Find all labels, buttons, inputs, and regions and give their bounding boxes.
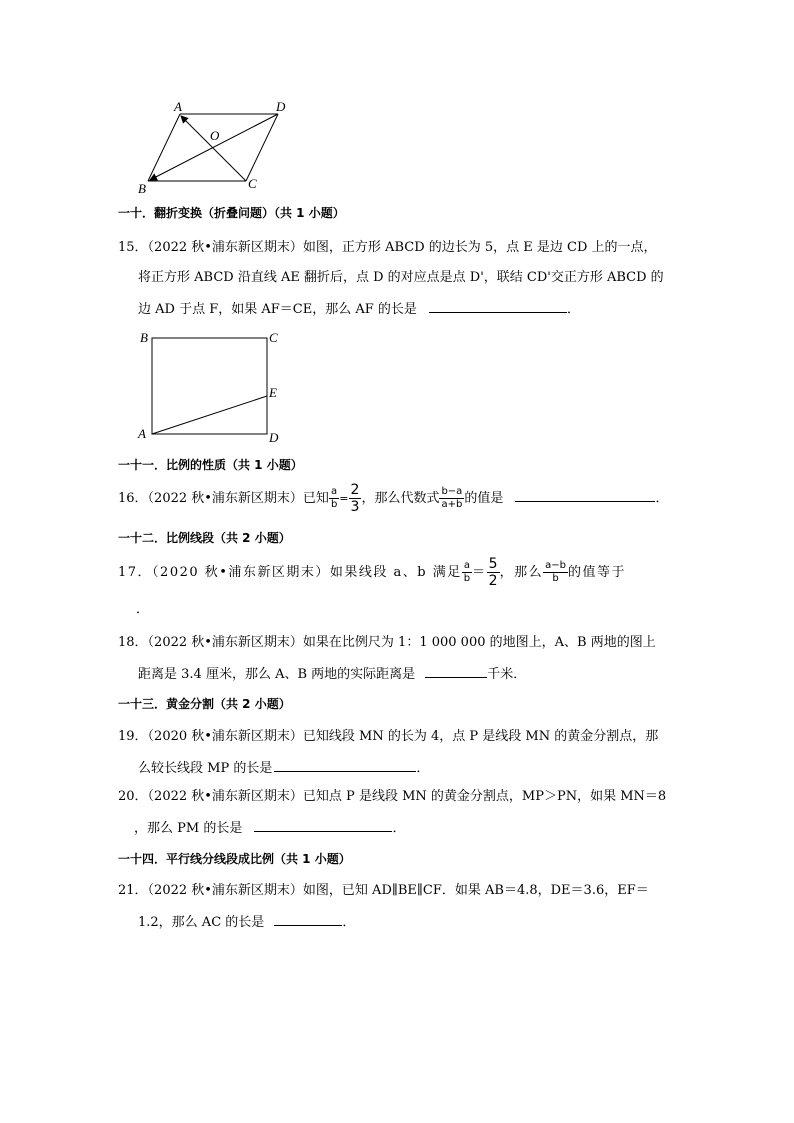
fraction-numerator: a <box>463 560 471 571</box>
question-20-text: ，那么 PM 的长是 <box>134 821 243 836</box>
parallelogram-figure <box>130 96 300 196</box>
question-18-text: 距离是 3.4 厘米，那么 A、B 两地的实际距离是 <box>138 667 416 682</box>
answer-blank-15[interactable] <box>429 298 567 313</box>
label-c: C <box>269 330 278 345</box>
question-17-line-2: ． <box>136 602 150 617</box>
side-dc <box>246 114 278 181</box>
section-heading-11: 一十一．比例的性质（共 1 小题） <box>118 458 303 472</box>
question-21-line-1: 21．（2022 秋•浦东新区期末）如图，已知 AD∥BE∥CF．如果 AB＝4.8，DE＝3.6，EF＝ <box>118 883 649 898</box>
fraction-denominator: 2 <box>488 573 498 589</box>
answer-blank-18[interactable] <box>425 663 487 678</box>
question-19-end: ． <box>416 761 430 776</box>
fraction-denominator: 3 <box>350 499 360 515</box>
label-b: B <box>138 181 146 196</box>
question-17-suffix: 的值等于 <box>567 565 626 580</box>
label-b: B <box>140 330 148 345</box>
fraction-numerator: b−a <box>441 486 463 497</box>
label-a: A <box>174 99 182 114</box>
question-15-end: ． <box>567 302 581 317</box>
answer-blank-20[interactable] <box>254 817 392 832</box>
answer-blank-21[interactable] <box>274 911 342 926</box>
question-19-text: 么较长线段 MP 的长是 <box>138 761 273 776</box>
fraction-5-over-2 <box>487 557 500 588</box>
fraction-denominator: b <box>463 573 471 584</box>
question-18-line-1: 18．（2022 秋•浦东新区期末）如果在比例尺为 1：1 000 000 的地图上，A、B 两地的图上 <box>118 635 656 650</box>
fraction-numerator: a <box>331 486 338 497</box>
question-21-line-2 <box>138 911 355 933</box>
label-d: D <box>269 430 279 445</box>
question-21-text: 1.2，那么 AC 的长是 <box>138 915 265 930</box>
fraction-denominator: b <box>552 573 559 584</box>
question-19-line-2 <box>138 757 429 779</box>
section-heading-10: 一十．翻折变换（折叠问题）（共 1 小题） <box>118 206 345 220</box>
question-18-line-2 <box>138 663 526 685</box>
question-15-line-2: 将正方形 ABCD 沿直线 AE 翻折后，点 D 的对应点是点 D'，联结 CD'交正方形 ABCD 的 <box>138 270 664 285</box>
fraction-a-over-b <box>329 487 339 510</box>
diagonal-ca-arrow <box>181 116 246 181</box>
question-17-text: 17．（2020 秋•浦东新区期末）如果线段 a、b 满足 <box>118 565 462 580</box>
equals-sign: = <box>339 492 349 505</box>
fraction-numerator: 2 <box>350 482 360 498</box>
label-o: O <box>210 128 220 143</box>
question-15-text: 边 AD 于点 F，如果 AF＝CE，那么 AF 的长是 <box>138 302 417 317</box>
section-heading-13: 一十三．黄金分割（共 2 小题） <box>118 697 291 711</box>
label-c: C <box>248 176 257 191</box>
question-20-line-1: 20．（2022 秋•浦东新区期末）已知点 P 是线段 MN 的黄金分割点，MP＞PN，如果 MN＝8 <box>118 789 667 804</box>
label-a: A <box>138 426 146 441</box>
question-17-mid: ，那么 <box>499 565 544 580</box>
question-16-suffix: 的值是 <box>464 491 504 506</box>
side-ba <box>148 114 180 181</box>
question-16 <box>118 482 668 516</box>
question-20-end: ． <box>392 821 406 836</box>
answer-blank-19[interactable] <box>274 757 416 772</box>
diagonal-db-arrow <box>150 114 278 180</box>
fraction-denominator: a+b <box>441 499 463 510</box>
question-19-line-1: 19．（2020 秋•浦东新区期末）已知线段 MN 的长为 4，点 P 是线段 MN 的黄金分割点，那 <box>118 729 659 744</box>
fraction-denominator: b <box>330 499 338 510</box>
question-15-line-3 <box>138 298 580 320</box>
question-16-text: 16．（2022 秋•浦东新区期末）已知 <box>118 491 329 506</box>
fraction-a-over-b <box>462 561 472 584</box>
equals-sign: ＝ <box>472 565 487 580</box>
fraction-b-minus-a-over-a-plus-b <box>439 487 464 510</box>
question-16-end: ． <box>655 491 669 506</box>
label-d: D <box>276 99 286 114</box>
square-figure <box>130 326 290 450</box>
fraction-a-minus-b-over-b <box>543 561 568 584</box>
section-heading-14: 一十四．平行线分线段成比例（共 1 小题） <box>118 852 351 866</box>
square-abcd <box>152 338 267 434</box>
fraction-2-over-3 <box>349 483 362 514</box>
fraction-numerator: a−b <box>545 560 566 571</box>
label-e: E <box>269 385 277 400</box>
answer-blank-16[interactable] <box>515 487 655 502</box>
question-21-end: ． <box>342 915 356 930</box>
segment-ae <box>152 396 267 434</box>
section-heading-12: 一十二．比例线段（共 2 小题） <box>118 531 291 545</box>
question-16-mid: ，那么代数式 <box>361 491 440 506</box>
question-18-end: 千米． <box>487 667 527 682</box>
question-20-line-2 <box>134 817 405 839</box>
fraction-numerator: 5 <box>488 556 498 572</box>
question-17-line-1 <box>118 555 626 591</box>
question-15-line-1: 15．（2022 秋•浦东新区期末）如图，正方形 ABCD 的边长为 5，点 E 是边 CD 上的一点， <box>118 240 657 255</box>
